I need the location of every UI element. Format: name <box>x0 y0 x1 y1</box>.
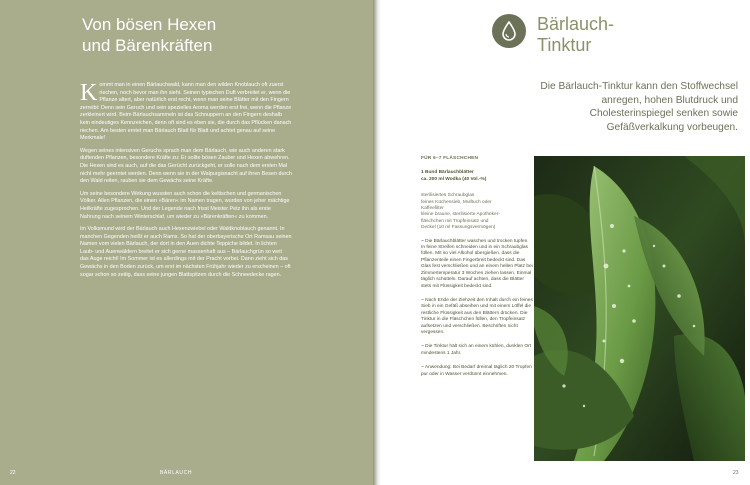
paragraph-1-text: ommt man in einen Bärlauchwald, kann man den wilden Knoblauch oft zuerst riechen, noch bevor man ihn sieht. Seinen typischen Duft verbreitet er, wenn die Pflanze altert, aber natürlich erst recht, wenn man seine Blätter mit den Fingern zerreibt: Denn sein Geruch und sein spezielles Aroma werden erst frei, wenn die Pflanze zerkleinert wird. Beim Bärlauchsammeln ist das Schnuppern an den Fingern deshalb kein eindeutiges Kennzeichen, denn oft sind es eben sie, die durch das Pflücken danach riechen. Am besten erntet man Bärlauch Blatt für Blatt und achtet genau auf seine Merkmale! <box>80 82 292 142</box>
left-page-title <box>82 14 352 56</box>
left-title-line-2: und Bärenkräften <box>82 36 213 55</box>
equipment-item: feines Küchensieb, Mulltuch oder <box>421 199 492 205</box>
equipment-list <box>421 193 533 231</box>
left-title-line-1: Von bösen Hexen <box>82 15 217 34</box>
running-head: BÄRLAUCH <box>160 470 193 476</box>
book-gutter <box>373 0 381 485</box>
right-page <box>381 0 750 485</box>
main-ingredient-2: ca. 200 ml Wodka (40 Vol.-%) <box>421 176 487 182</box>
recipe-lead: Die Bärlauch-Tinktur kann den Stoffwechsel anregen, hohen Blutdruck und Cholesterinspiegel senken sowie Gefäßverkalkung vorbeugen. <box>540 81 738 133</box>
equipment-item: sterilisiertes Schraubglas <box>421 193 475 199</box>
page-number-left: 22 <box>10 470 16 476</box>
recipe-step-3: ~ Die Tinktur hält sich an einem kühlen, dunklen Ort mindestens 1 Jahr. <box>421 344 533 357</box>
equipment-item: Kaffeefilter <box>421 206 444 212</box>
recipe-step-4: ~ Anwendung: Bei Bedarf dreimal täglich 20 Tropfen pur oder in Wasser verdünnt einnehmen. <box>421 365 533 378</box>
recipe-column <box>421 156 533 386</box>
wild-garlic-leaves-image <box>534 156 745 461</box>
main-ingredients <box>421 170 533 183</box>
main-ingredient-1: 1 Bund Bärlauchblätter <box>421 170 474 176</box>
equipment-item: kleine braune, sterilisierte Apotheker- <box>421 212 500 218</box>
paragraph-1 <box>80 82 292 143</box>
equipment-item: Deckel (10 ml Fassungsvermögen) <box>421 225 496 231</box>
page-number-right: 23 <box>733 470 739 476</box>
equipment-item: fläschchen mit Tropfeinsatz und <box>421 218 489 224</box>
recipe-title-line-1: Bärlauch- <box>537 14 615 34</box>
drop-icon <box>492 14 526 48</box>
recipe-title-line-2: Tinktur <box>537 35 592 55</box>
recipe-step-1: ~ Die Bärlauchblätter waschen und trocken tupfen. In feine Streifen schneiden und in ein Schraubglas füllen. Mit so viel Alkohol übergießen, dass die Pflanzenteile einen Fingerbreit bedeckt sind. Das Glas fest verschließen und an einem hellen Platz bei Zimmertemperatur 3 Wochen ziehen lassen. Einmal täglich schütteln. Darauf achten, dass die Blätter stets mit Flüssigkeit bedeckt sind. <box>421 239 533 290</box>
paragraph-3: Um seine besondere Wirkung wussten auch schon die keltischen und germanischen Völker. Allen Pflanzen, die einen »Bären« im Namen tragen, wurden von jeher mächtige Heilkräfte zugesprochen. Und der Legende nach frisst Meister Petz ihn als erste Nahrung nach seinem Winterschlaf, um wieder zu »Bärenkräften« zu kommen. <box>80 190 290 220</box>
recipe-yield: FÜR 6–7 FLÄSCHCHEN <box>421 156 479 161</box>
drop-cap: K <box>80 80 98 106</box>
wild-garlic-photo <box>534 156 745 461</box>
paragraph-2: Wegen seines intensiven Geruchs sprach man dem Bärlauch, wie auch anderen stark duftenden Pflanzen, besondere Kräfte zu: Er sollte bösen Zauber und Hexen abwehren. Die Hexen sind es auch, auf die das Gerücht zurückgeht, er solle nach dem ersten Mal nicht mehr geerntet werden. Denn wenn sie in der Walpurgisnacht auf ihren Besen durch den Wald reiten, rauben sie dem Gewächs seine Kräfte. <box>80 147 292 185</box>
left-body-text <box>80 82 292 284</box>
paragraph-4: Im Volksmund wird der Bärlauch auch Hexenzwiebel oder Waldknoblauch genannt. In manchen Gegenden heißt er auch Rams. So hat der oberbayerische Ort Ramsau seinen Namen vom vielen Bärlauch, der dort in den Auen dichte Teppiche bildet. In lichten Laub- und Auenwäldern breitet er sich gerne massenhaft aus – Bärlauchgrün so weit das Auge reicht! Im Sommer ist es allerdings mit der Pracht vorbei. Dann zieht sich das Gewächs in den Boden zurück, um erst im nächsten Frühjahr wieder zu erscheinen – oft sogar schon so zeitig, dass seine jungen Blattspitzen durch die Schneedecke ragen. <box>80 226 292 278</box>
recipe-title <box>537 14 614 56</box>
left-page <box>0 0 373 485</box>
recipe-step-2: ~ Nach Ende der Ziehzeit den Inhalt durch ein feines Sieb in ein Gefäß abseihen und mit einem Löffel die restliche Flüssigkeit aus den Blättern drücken. Die Tinktur in die Fläschchen füllen, den Tropfeinsatz aufsetzen und verschließen. Beschriften nicht vergessen. <box>421 298 533 336</box>
